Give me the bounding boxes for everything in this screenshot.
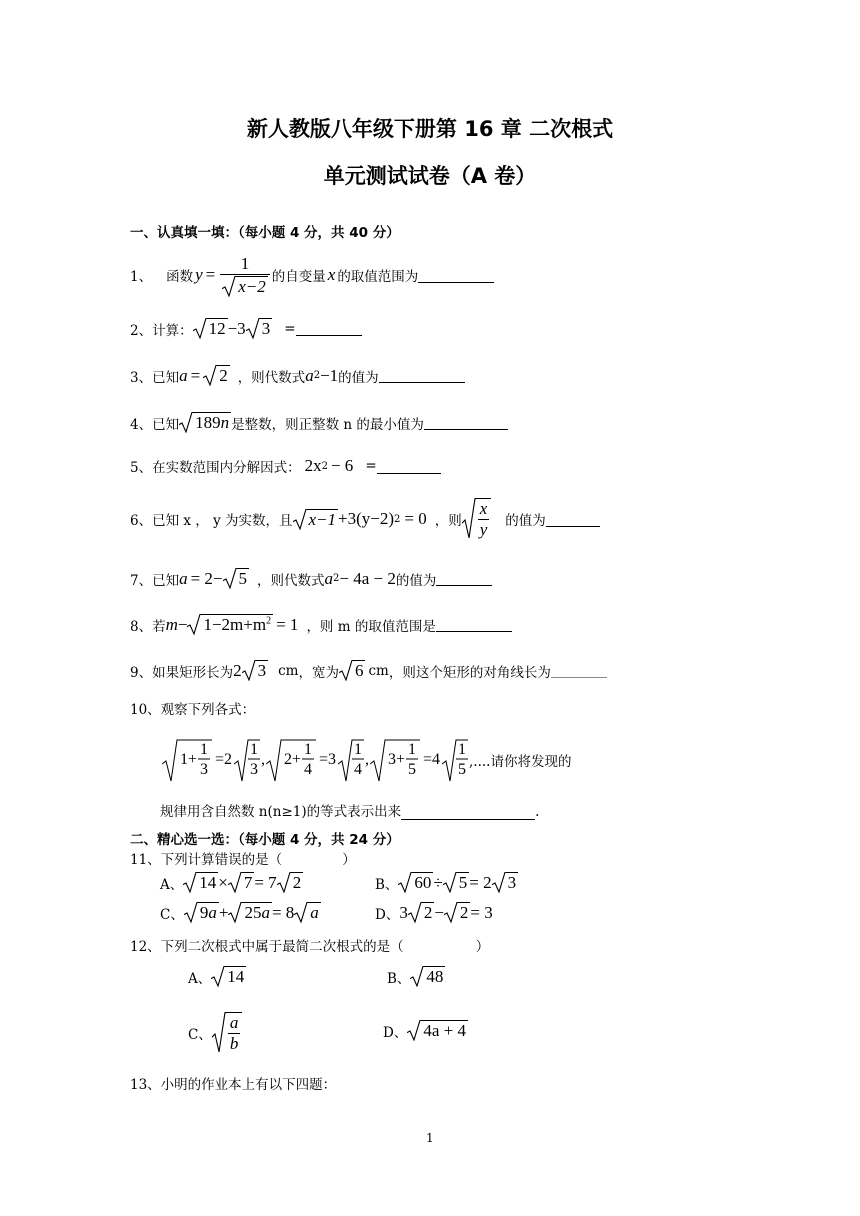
answer-blank[interactable] — [418, 268, 494, 283]
sqrt: 9a — [184, 902, 219, 923]
section-heading-choice: 二、精心选一选：（每小题 4 分，共 24 分） — [130, 832, 400, 848]
sqrt — [407, 1020, 468, 1041]
option-11-a[interactable]: A、 14 × 7 = 7 2 — [160, 872, 302, 893]
question-1 — [130, 254, 494, 297]
sqrt — [242, 660, 269, 681]
radical-sign — [211, 966, 225, 987]
sqrt — [293, 509, 339, 530]
svg-text:1: 1 — [354, 741, 362, 758]
unit: cm — [368, 662, 389, 679]
question-text: ，则 m 的取值范围是 — [306, 618, 436, 635]
sqrt: a — [294, 902, 321, 923]
question-11-stem — [130, 848, 356, 868]
radicand: 5 — [238, 569, 248, 588]
radical-sign — [407, 1020, 421, 1041]
svg-text:1: 1 — [250, 741, 258, 758]
question-6 — [130, 498, 600, 540]
question-8 — [130, 614, 512, 635]
answer-blank[interactable] — [296, 321, 362, 336]
svg-text:,: , — [365, 751, 369, 768]
question-text: ，则代数式 — [237, 369, 306, 386]
question-text: ） — [475, 939, 490, 955]
question-10-tail: ,....请你将发现的 — [469, 754, 572, 770]
math-op: = — [365, 458, 377, 474]
fraction-denominator — [220, 274, 270, 297]
math-expr: − 4a − 2 — [339, 568, 396, 588]
question-10-label: 10、观察下列各式： — [130, 702, 256, 718]
radical-sign — [246, 318, 260, 339]
question-13-stem: 13、小明的作业本上有以下四题： — [130, 1077, 337, 1093]
radical-sign — [228, 902, 242, 923]
radical-sign — [492, 872, 506, 893]
radicand: 2 — [219, 366, 228, 385]
radicand: 189 — [195, 413, 221, 432]
math-op: = 2− — [190, 568, 223, 588]
radicand: 14 — [227, 967, 245, 986]
sqrt — [246, 318, 273, 339]
question-text: 2、计算： — [130, 322, 193, 339]
exponent: 2 — [266, 615, 272, 627]
svg-text:1: 1 — [408, 741, 416, 758]
option-12-c[interactable] — [188, 1012, 242, 1054]
radical-sign — [408, 902, 422, 923]
math-op: = 1 — [276, 614, 299, 634]
question-12-stem — [130, 935, 489, 955]
option-12-d[interactable] — [383, 1020, 468, 1041]
sqrt — [212, 1012, 243, 1054]
option-label: D、 — [375, 906, 400, 923]
answer-blank[interactable] — [401, 805, 535, 820]
answer-blank[interactable] — [551, 663, 607, 678]
svg-text:3: 3 — [200, 761, 208, 778]
radicand: 3 — [261, 319, 271, 338]
option-label: D、 — [383, 1024, 408, 1041]
sqrt — [203, 365, 230, 386]
option-label: C、 — [160, 906, 184, 923]
option-11-b[interactable]: B、 60 ÷ 5 = 2 3 — [375, 872, 517, 893]
answer-blank[interactable] — [546, 512, 600, 527]
question-text: 是整数，则正整数 n 的最小值为 — [231, 416, 424, 433]
option-label: A、 — [188, 970, 212, 987]
radical-sign — [187, 614, 201, 635]
svg-text:,: , — [261, 751, 265, 768]
svg-text:5: 5 — [408, 761, 416, 778]
question-10-line2 — [160, 800, 539, 820]
sqrt: 5 — [443, 872, 470, 893]
unit: cm — [278, 662, 299, 679]
page-title: 新人教版八年级下册第 16 章 二次根式 — [246, 117, 614, 141]
sqrt: 3 — [492, 872, 519, 893]
svg-text:1+: 1+ — [180, 751, 198, 768]
fraction-denominator: b — [229, 1034, 239, 1053]
math-var: m — [165, 614, 178, 634]
math-var: a — [179, 568, 188, 588]
math-op: −1 — [320, 365, 339, 385]
question-text: 7、已知 — [130, 572, 180, 589]
question-text: 的自变量 — [271, 269, 326, 286]
radical-sign — [203, 365, 217, 386]
option-label: A、 — [160, 876, 184, 893]
math-op: −3 — [227, 318, 246, 338]
question-text: 9、如果矩形长为 — [130, 664, 234, 681]
radical-sign — [184, 902, 198, 923]
page-subtitle: 单元测试试卷（A 卷） — [323, 164, 537, 188]
radical-sign — [222, 276, 236, 297]
svg-text:4: 4 — [354, 761, 362, 778]
sqrt — [193, 318, 228, 339]
question-text: 的值为 — [338, 369, 379, 386]
math-op: − — [177, 614, 188, 634]
question-text: 12、下列二次根式中属于最简二次根式的是（ — [130, 939, 404, 955]
question-text: 11、下列计算错误的是（ — [130, 852, 283, 868]
math-op: − 6 — [330, 456, 354, 475]
question-5 — [130, 456, 441, 476]
radical-sign — [410, 966, 424, 987]
radical-sign — [242, 660, 256, 681]
answer-blank[interactable] — [436, 571, 492, 586]
radicand: x−2 — [238, 276, 266, 296]
math-op: = — [205, 265, 216, 285]
fraction-numerator: a — [229, 1013, 239, 1032]
question-text: 的值为 — [505, 513, 546, 529]
math-var: x — [327, 265, 336, 285]
fraction-numerator: 1 — [240, 254, 250, 273]
question-text: 6、已知 x ， y 为实数，且 — [130, 513, 293, 529]
radical-sign — [212, 1012, 226, 1054]
fraction-denominator: y — [479, 520, 488, 539]
section-heading-fill: 一、认真填一填：（每小题 4 分，共 40 分） — [130, 225, 400, 241]
radical-sign — [228, 872, 242, 893]
math-op: = — [284, 320, 296, 337]
radical-sign — [462, 498, 476, 540]
svg-text:4: 4 — [304, 761, 312, 778]
radical-sign — [293, 509, 307, 530]
math-var: y — [195, 265, 203, 285]
radicand: 3 — [257, 661, 267, 680]
question-4 — [130, 412, 508, 433]
answer-blank[interactable] — [424, 415, 508, 430]
question-text: 的值为 — [395, 572, 437, 589]
math-op: = 0 — [404, 509, 427, 528]
svg-text:1: 1 — [304, 741, 312, 758]
radical-sign — [339, 660, 353, 681]
question-text: ，则代数式 — [257, 572, 325, 589]
page-number: 1 — [426, 1131, 434, 1145]
svg-text:2+: 2+ — [284, 751, 302, 768]
radical-sign — [277, 872, 291, 893]
exponent: 2 — [333, 573, 340, 584]
sqrt — [410, 966, 445, 987]
sqrt: 25a — [228, 902, 272, 923]
math-var: a — [179, 365, 188, 385]
option-label: B、 — [375, 876, 399, 893]
radical-sign — [398, 872, 412, 893]
option-12-b[interactable] — [387, 966, 445, 987]
answer-blank[interactable] — [379, 368, 465, 383]
option-12-a[interactable] — [188, 966, 246, 987]
radical-sign — [223, 568, 237, 589]
question-text: ，则 — [434, 513, 462, 529]
math-expr: +3(y−2) — [338, 509, 395, 528]
math-var: a — [305, 365, 314, 385]
radical-sign — [443, 872, 457, 893]
sqrt — [187, 614, 273, 635]
question-text: 的取值范围为 — [337, 269, 419, 286]
sqrt — [462, 498, 492, 540]
sqrt: 2 — [408, 902, 435, 923]
answer-blank[interactable] — [436, 617, 512, 632]
radical-sign — [179, 412, 193, 433]
question-3 — [130, 365, 465, 386]
radicand: 6 — [354, 661, 364, 680]
question-text: 规律用含自然数 n(n≥1)的等式表示出来 — [160, 804, 402, 820]
question-7 — [130, 568, 492, 589]
sqrt — [223, 568, 250, 589]
question-9 — [130, 660, 607, 681]
question-2 — [130, 318, 362, 339]
radicand: 4a + 4 — [423, 1021, 466, 1040]
svg-text:3: 3 — [250, 761, 258, 778]
sqrt — [179, 412, 231, 433]
svg-text:1: 1 — [200, 741, 208, 758]
sqrt — [222, 276, 268, 297]
math-op: = — [190, 365, 201, 385]
math-expr: 2x — [304, 456, 322, 475]
radicand: x−1 — [308, 509, 337, 529]
radicand: 1−2m+m — [203, 615, 267, 634]
svg-text:1: 1 — [458, 741, 466, 758]
radical-sign — [294, 902, 308, 923]
exponent: 2 — [313, 370, 321, 381]
question-number: 1、 — [130, 269, 153, 286]
radical-sign — [193, 318, 207, 339]
svg-text:3+: 3+ — [388, 751, 406, 768]
option-label: B、 — [387, 970, 411, 987]
question-text: 8、若 — [130, 618, 166, 635]
question-text: ，则这个矩形的对角线长为 — [388, 664, 551, 681]
exponent: 2 — [394, 513, 401, 525]
fraction — [220, 254, 270, 297]
sqrt: 2 — [277, 872, 304, 893]
option-11-d[interactable]: D、 3 2 − 2 = 3 — [375, 902, 493, 923]
question-text: . — [535, 804, 540, 820]
sqrt — [339, 660, 366, 681]
svg-text:=2: =2 — [215, 751, 233, 768]
radicand: 12 — [208, 319, 226, 338]
svg-text:=3: =3 — [319, 751, 337, 768]
question-text: 函数 — [166, 269, 194, 286]
radicand: 48 — [426, 967, 444, 986]
question-text: 4、已知 — [130, 416, 180, 433]
math-number: 2 — [233, 660, 242, 680]
svg-text:=4: =4 — [423, 751, 441, 768]
math-var: n — [220, 413, 230, 432]
answer-blank[interactable] — [377, 459, 441, 474]
math-var: a — [324, 568, 334, 588]
question-text: ，宽为 — [298, 664, 339, 681]
fraction-numerator: x — [479, 499, 488, 518]
exponent: 2 — [321, 460, 328, 472]
svg-text:5: 5 — [458, 761, 466, 778]
option-label: C、 — [188, 1027, 212, 1043]
radical-sign — [444, 902, 458, 923]
question-text: ） — [342, 852, 356, 868]
sqrt: 7 — [228, 872, 255, 893]
sqrt: 60 — [398, 872, 433, 893]
radical-sign — [183, 872, 197, 893]
question-text: 5、在实数范围内分解因式： — [130, 460, 301, 476]
sqrt: 2 — [444, 902, 471, 923]
sqrt: 14 — [183, 872, 218, 893]
option-11-c[interactable]: C、 9a + 25a = 8 a — [160, 902, 319, 923]
question-text: 3、已知 — [130, 369, 180, 386]
sqrt — [211, 966, 246, 987]
